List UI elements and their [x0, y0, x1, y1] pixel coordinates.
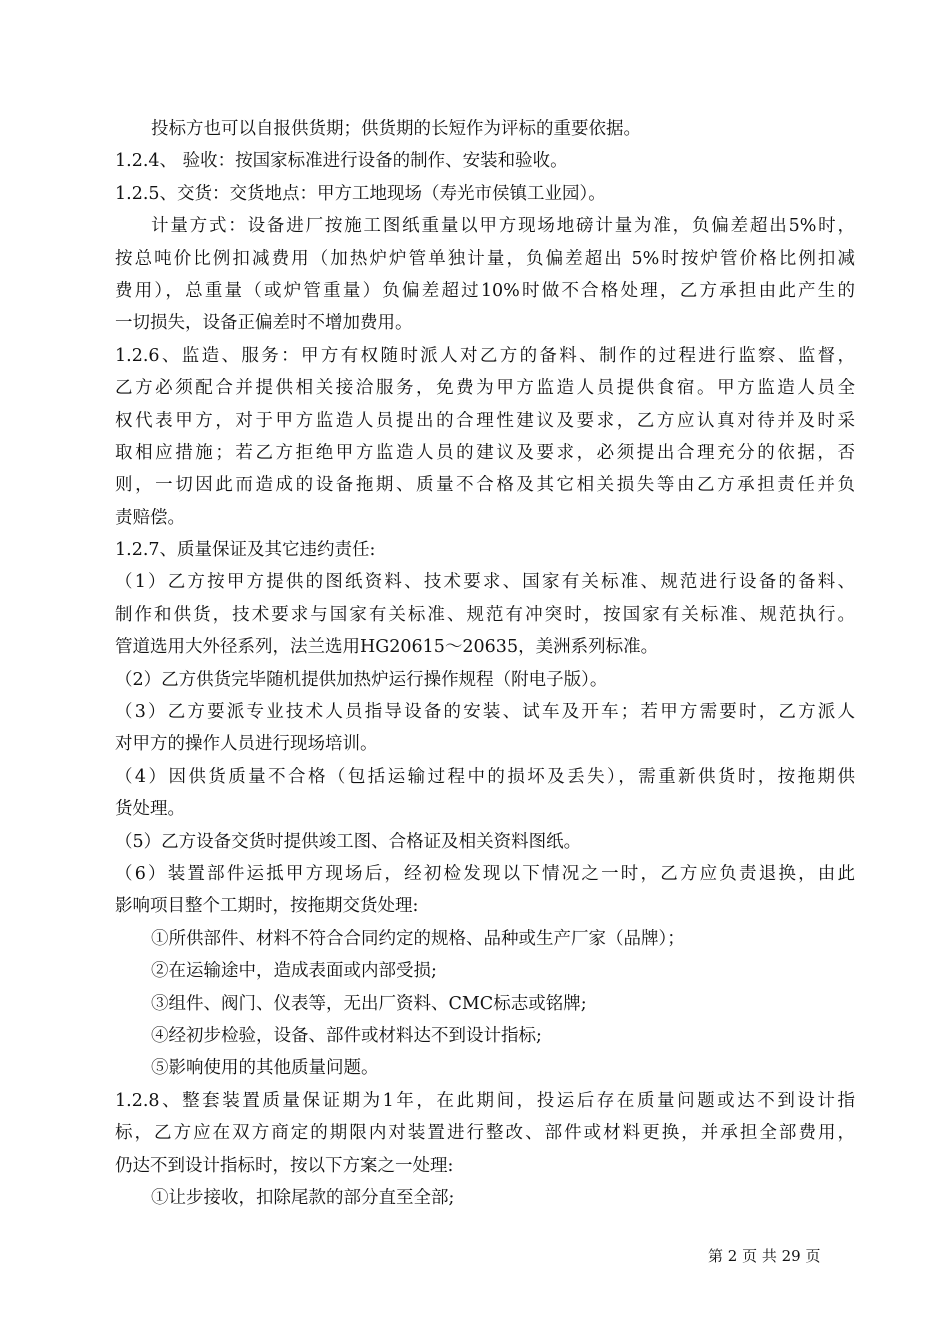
text-line: 取相应措施；若乙方拒绝甲方监造人员的建议及要求，必须提出合理充分的依据，否 — [115, 442, 855, 463]
text-line: 货处理。 — [115, 799, 185, 820]
text-line: 则，一切因此而造成的设备拖期、质量不合格及其它相关损失等由乙方承担责任并负 — [115, 475, 855, 496]
text-line: 仍达不到设计指标时，按以下方案之一处理: — [115, 1155, 454, 1176]
text-line: 管道选用大外径系列，法兰选用HG20615～20635，美洲系列标准。 — [115, 637, 659, 658]
text-line: 制作和供货，技术要求与国家有关标准、规范有冲突时，按国家有关标准、规范执行。 — [115, 604, 855, 625]
text-line: （5）乙方设备交货时提供竣工图、合格证及相关资料图纸。 — [115, 831, 582, 852]
document-body — [115, 113, 855, 1214]
text-line: 1.2.5、交货：交货地点：甲方工地现场（寿光市侯镇工业园）。 — [115, 183, 606, 204]
text-line: 1.2.4、 验收：按国家标准进行设备的制作、安装和验收。 — [115, 151, 568, 172]
list-item: ②在运输途中，造成表面或内部受损; — [151, 961, 437, 982]
text-line: 1.2.8、整套装置质量保证期为1年，在此期间，投运后存在质量问题或达不到设计指 — [115, 1090, 855, 1111]
text-line: 乙方必须配合并提供相关接洽服务，免费为甲方监造人员提供食宿。甲方监造人员全 — [115, 378, 855, 399]
page-number: 第 2 页 共 29 页 — [708, 1247, 821, 1265]
text-line: （2）乙方供货完毕随机提供加热炉运行操作规程（附电子版）。 — [115, 669, 608, 690]
text-line: 标，乙方应在双方商定的期限内对装置进行整改、部件或材料更换，并承担全部费用， — [115, 1123, 855, 1144]
text-line: 1.2.6、监造、服务：甲方有权随时派人对乙方的备料、制作的过程进行监察、监督， — [115, 345, 855, 366]
list-item: ⑤影响使用的其他质量问题。 — [151, 1058, 379, 1079]
text-line: 计量方式：设备进厂按施工图纸重量以甲方现场地磅计量为准，负偏差超出5%时， — [151, 216, 855, 237]
text-line: 责赔偿。 — [115, 507, 185, 528]
text-line: 对甲方的操作人员进行现场培训。 — [115, 734, 378, 755]
list-item: ④经初步检验，设备、部件或材料达不到设计指标; — [151, 1025, 542, 1046]
text-line: 投标方也可以自报供货期；供货期的长短作为评标的重要依据。 — [151, 119, 641, 139]
text-line: 按总吨价比例扣减费用（加热炉炉管单独计量，负偏差超出 5%时按炉管价格比例扣减 — [115, 248, 855, 269]
list-item: ①让步接收，扣除尾款的部分直至全部; — [151, 1187, 455, 1208]
text-line: 费用），总重量（或炉管重量）负偏差超过10%时做不合格处理，乙方承担由此产生的 — [115, 280, 855, 301]
text-line: 影响项目整个工期时，按拖期交货处理: — [115, 896, 419, 917]
text-line: （6）装置部件运抵甲方现场后，经初检发现以下情况之一时，乙方应负责退换，由此 — [115, 863, 855, 884]
text-line: 一切损失，设备正偏差时不增加费用。 — [115, 313, 413, 334]
text-line: （1）乙方按甲方提供的图纸资料、技术要求、国家有关标准、规范进行设备的备料、 — [115, 572, 855, 593]
list-item: ③组件、阀门、仪表等，无出厂资料、CMC标志或铭牌; — [151, 993, 587, 1014]
text-line: （4）因供货质量不合格（包括运输过程中的损坏及丢失），需重新供货时，按拖期供 — [115, 766, 855, 787]
text-line: 权代表甲方，对于甲方监造人员提出的合理性建议及要求，乙方应认真对待并及时采 — [115, 410, 855, 431]
list-item: ①所供部件、材料不符合合同约定的规格、品种或生产厂家（品牌）； — [151, 928, 685, 949]
text-line: 1.2.7、质量保证及其它违约责任: — [115, 540, 376, 561]
text-line: （3）乙方要派专业技术人员指导设备的安装、试车及开车；若甲方需要时，乙方派人 — [115, 702, 855, 723]
